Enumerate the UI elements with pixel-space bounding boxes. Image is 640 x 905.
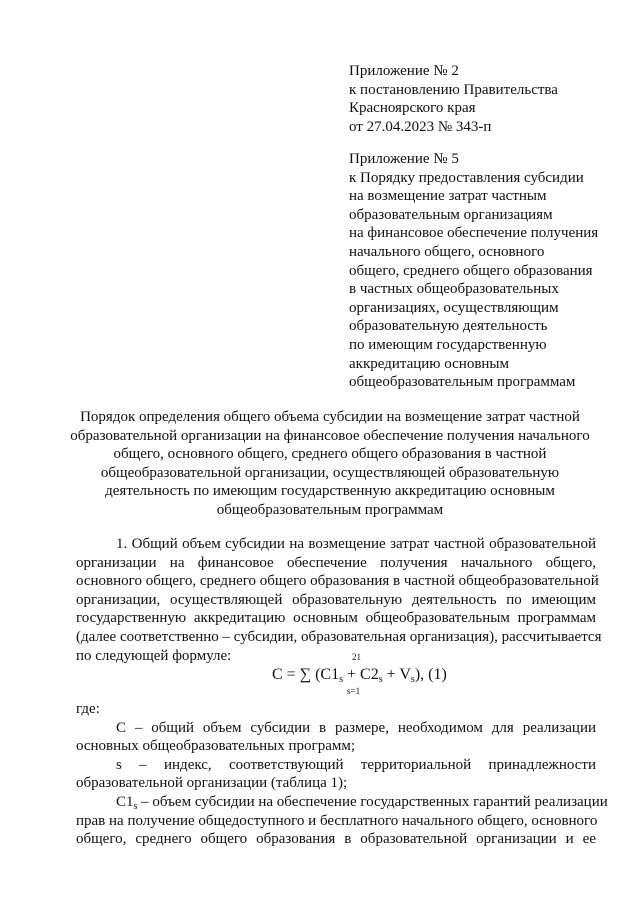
sum-lower-limit: s=1 — [347, 686, 361, 696]
title-line: общеобразовательным программам — [216, 501, 444, 518]
definition-c1-line: $C1_s$ – объем субсидии на обеспечение государственных гарантий реализации — [116, 793, 608, 812]
paragraph-1 — [76, 535, 602, 665]
paragraph-line: 1. Общий объем субсидии на возмещение затрат частной образовательной — [116, 536, 596, 552]
paragraph-line: основного общего, среднего общего образования в частной общеобразовательной — [76, 573, 599, 590]
sum-upper-limit: 21 — [352, 652, 361, 662]
where-label: где: — [76, 701, 100, 717]
annex-5-line: на возмещение затрат частным — [349, 188, 547, 205]
annex-5-line: общеобразовательным программам — [349, 374, 576, 391]
title-line: образовательной организации на финансовое обеспечение получения начального — [70, 427, 590, 444]
definition-c1-line: прав на получение общедоступного и бесплатного начального общего, основного — [76, 812, 598, 829]
annex-5-line: общего, среднего общего образования — [349, 262, 593, 279]
annex-2-line: Красноярского края — [349, 100, 476, 117]
annex-5-line: организациях, осуществляющим — [349, 299, 559, 316]
annex-2-header — [349, 62, 558, 136]
annex-2-line: от 27.04.2023 № 343-п — [349, 118, 492, 135]
paragraph-line: государственную аккредитацию основным общеобразовательным программам — [76, 610, 596, 627]
formula-expression: C = ∑ $(C1_s + C2_s + V_s)$, (1) — [272, 666, 447, 685]
annex-2-line: Приложение № 2 — [349, 63, 459, 79]
annex-2-line: к постановлению Правительства — [349, 81, 558, 98]
title-line: деятельность по имеющим государственную аккредитацию основным — [105, 483, 555, 500]
annex-5-line: по имеющим государственную — [349, 336, 547, 353]
definition-c1-line: общего, среднего общего образования в образовательной организации и ее — [76, 831, 596, 848]
paragraph-line: организации, осуществляющей образовательную деятельность по имеющим — [76, 591, 596, 608]
document-title — [60, 408, 600, 520]
annex-5-line: образовательную деятельность — [349, 318, 548, 335]
annex-5-line: аккредитацию основным — [349, 355, 509, 372]
annex-5-line: образовательным организациям — [349, 206, 553, 223]
paragraph-line: по следующей формуле: — [76, 647, 232, 664]
annex-5-line: к Порядку предоставления субсидии — [349, 169, 584, 186]
title-line: общеобразовательной организации, осуществляющей образовательную — [100, 464, 560, 481]
paragraph-line: организации на финансовое обеспечение получения начального общего, — [76, 554, 596, 571]
title-line: общего, основного общего, среднего общего образования в частной — [113, 446, 547, 463]
annex-5-line: в частных общеобразовательных — [349, 281, 559, 298]
annex-5-line: на финансовое обеспечение получения — [349, 225, 599, 242]
definition-c-line: C – общий объем субсидии в размере, необходимом для реализации — [116, 719, 596, 736]
definition-c-line: основных общеобразовательных программ; — [76, 738, 356, 755]
paragraph-line: (далее соответственно – субсидии, образовательная организация), рассчитывается — [76, 628, 602, 645]
annex-5-line: начального общего, основного — [349, 243, 545, 260]
annex-5-header — [349, 150, 598, 392]
definitions — [76, 700, 608, 849]
annex-5-line: Приложение № 5 — [349, 151, 459, 167]
definition-s-line: образовательной организации (таблица 1); — [76, 775, 348, 792]
title-line: Порядок определения общего объема субсидии на возмещение затрат частной — [80, 409, 580, 425]
formula-1 — [0, 650, 640, 696]
definition-s-line: s – индекс, соответствующий территориальной принадлежности — [116, 756, 596, 773]
